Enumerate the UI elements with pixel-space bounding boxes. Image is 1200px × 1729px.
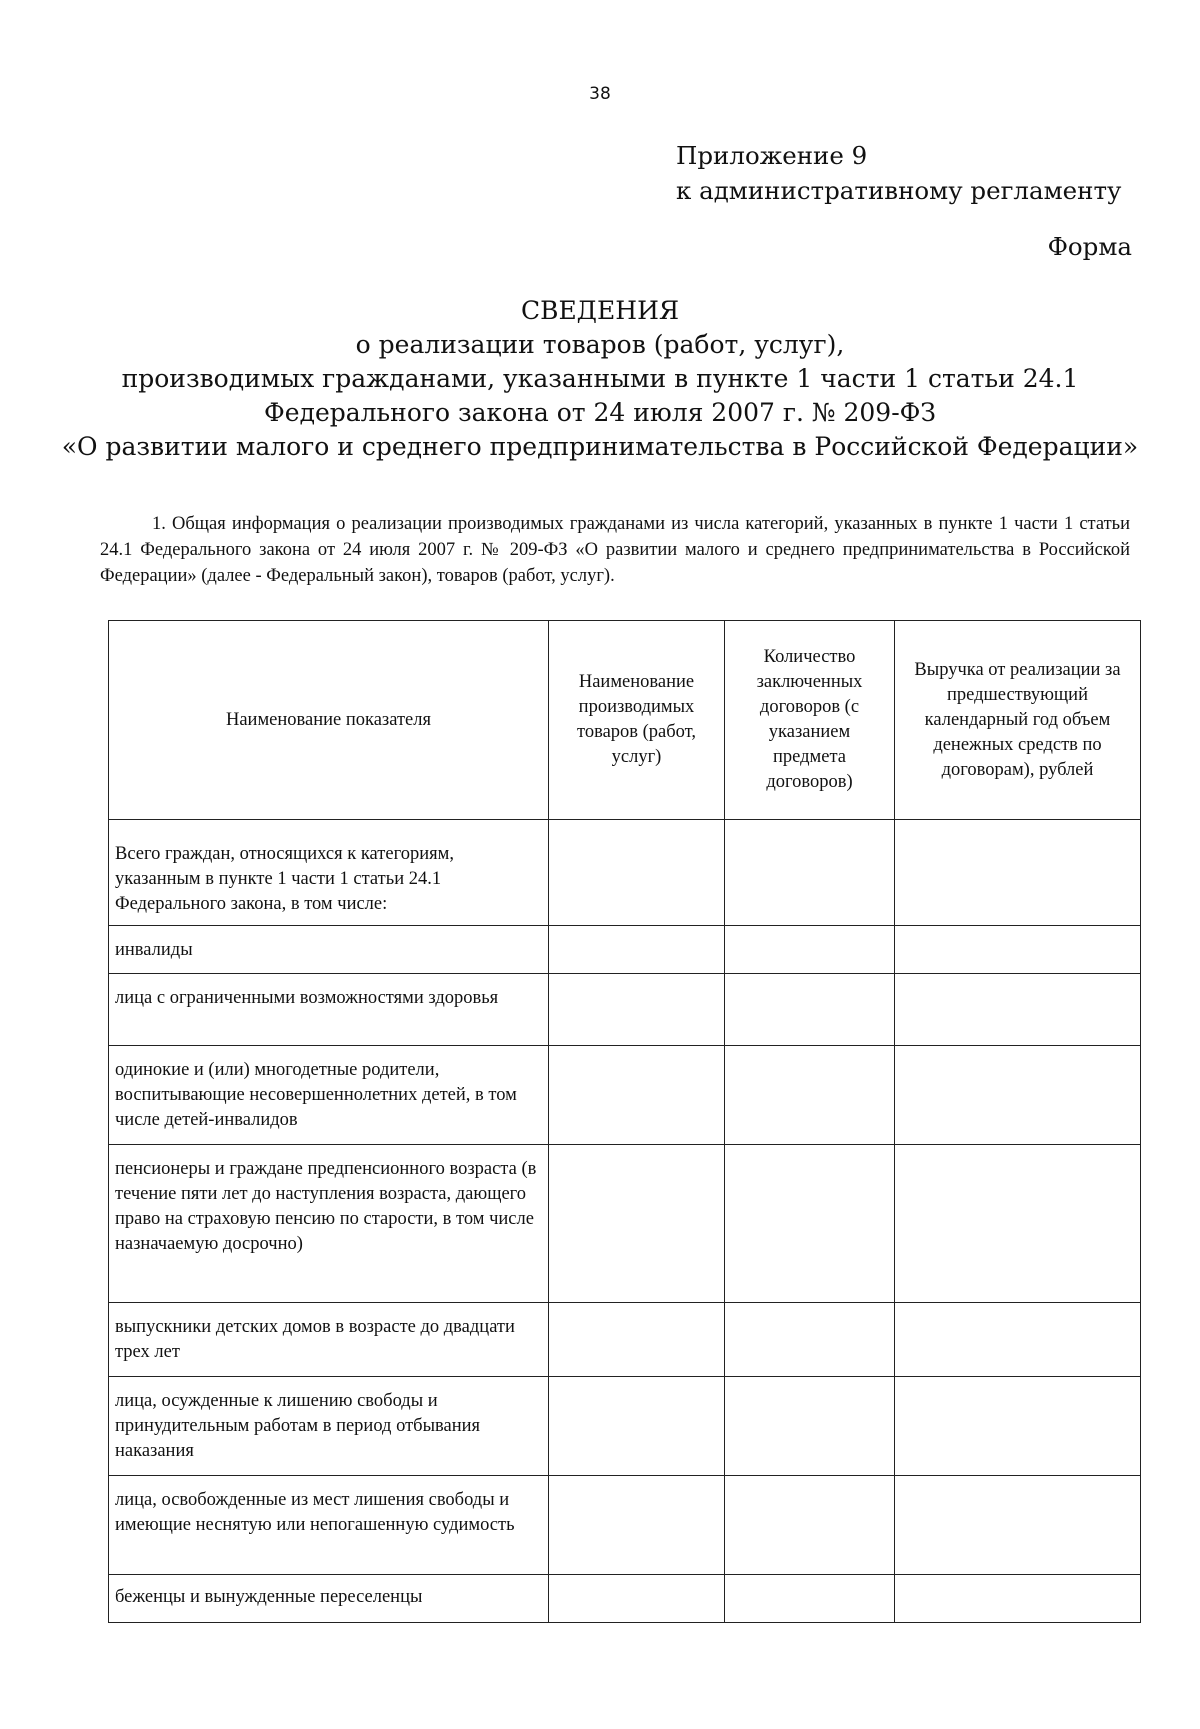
products-cell[interactable]: [549, 974, 725, 1046]
row-label: Всего граждан, относящихся к категориям, указанным в пункте 1 части 1 статьи 24.1 Федерального закона, в том числе:: [109, 820, 549, 926]
revenue-cell[interactable]: [895, 1476, 1141, 1575]
table-row: [109, 1377, 1141, 1476]
products-cell[interactable]: [549, 1303, 725, 1377]
revenue-cell[interactable]: [895, 1303, 1141, 1377]
contracts-cell[interactable]: [725, 1476, 895, 1575]
row-label: пенсионеры и граждане предпенсионного возраста (в течение пяти лет до наступления возраста, дающего право на страховую пенсию по старости, в том числе назначаемую досрочно): [109, 1145, 549, 1303]
revenue-cell[interactable]: [895, 1145, 1141, 1303]
contracts-cell[interactable]: [725, 1575, 895, 1623]
products-cell[interactable]: [549, 1377, 725, 1476]
row-label: инвалиды: [109, 926, 549, 974]
contracts-cell[interactable]: [725, 1046, 895, 1145]
table-row: [109, 820, 1141, 926]
table-row: [109, 926, 1141, 974]
table-row: [109, 1476, 1141, 1575]
table-header-row: [109, 621, 1141, 820]
table-row: [109, 974, 1141, 1046]
products-cell[interactable]: [549, 926, 725, 974]
contracts-cell[interactable]: [725, 1303, 895, 1377]
title-line-4: «О развитии малого и среднего предпринимательства в Российской Федерации»: [61, 432, 1139, 461]
appendix-line-2: к административному регламенту: [676, 176, 1122, 205]
contracts-cell[interactable]: [725, 1145, 895, 1303]
row-label: лица, осужденные к лишению свободы и принудительным работам в период отбывания наказания: [109, 1377, 549, 1476]
page-number: 38: [589, 84, 611, 104]
row-label: лица, освобожденные из мест лишения свободы и имеющие неснятую или непогашенную судимость: [109, 1476, 549, 1575]
row-label: беженцы и вынужденные переселенцы: [109, 1575, 549, 1623]
revenue-cell[interactable]: [895, 1575, 1141, 1623]
contracts-cell[interactable]: [725, 1377, 895, 1476]
contracts-cell[interactable]: [725, 974, 895, 1046]
title-line-2: производимых гражданами, указанными в пункте 1 части 1 статьи 24.1: [121, 364, 1079, 393]
appendix-line-1: Приложение 9: [676, 141, 868, 170]
row-label: выпускники детских домов в возрасте до двадцати трех лет: [109, 1303, 549, 1377]
header-indicator-name: Наименование показателя: [109, 621, 549, 820]
title-heading: СВЕДЕНИЯ: [520, 296, 680, 325]
header-revenue: Выручка от реализации за предшествующий календарный год объем денежных средств по договорам), рублей: [895, 621, 1141, 820]
intro-paragraph: 1. Общая информация о реализации производимых гражданами из числа категорий, указанных в пункте 1 части 1 статьи 24.1 Федерального закона от 24 июля 2007 г. № 209-ФЗ «О развитии малого и среднего предпринимательства в Российской Федерации» (далее - Федеральный закон), товаров (работ, услуг).: [100, 514, 1130, 586]
title-line-3: Федерального закона от 24 июля 2007 г. № 209-ФЗ: [264, 398, 936, 427]
document-title: [0, 294, 1200, 464]
row-label: лица с ограниченными возможностями здоровья: [109, 974, 549, 1046]
products-cell[interactable]: [549, 1145, 725, 1303]
revenue-cell[interactable]: [895, 974, 1141, 1046]
table-row: [109, 1145, 1141, 1303]
table-row: [109, 1575, 1141, 1623]
table-row: [109, 1303, 1141, 1377]
header-products-name: Наименование производимых товаров (работ, услуг): [549, 621, 725, 820]
form-label: Форма: [1047, 232, 1132, 261]
products-cell[interactable]: [549, 1046, 725, 1145]
table-row: [109, 1046, 1141, 1145]
contracts-cell[interactable]: [725, 820, 895, 926]
row-label: одинокие и (или) многодетные родители, воспитывающие несовершеннолетних детей, в том числе детей-инвалидов: [109, 1046, 549, 1145]
header-contracts-count: Количество заключенных договоров (с указанием предмета договоров): [725, 621, 895, 820]
products-cell[interactable]: [549, 1476, 725, 1575]
products-cell[interactable]: [549, 1575, 725, 1623]
products-cell[interactable]: [549, 820, 725, 926]
title-line-1: о реализации товаров (работ, услуг),: [355, 330, 845, 359]
form-table: [108, 620, 1141, 1623]
revenue-cell[interactable]: [895, 1377, 1141, 1476]
revenue-cell[interactable]: [895, 1046, 1141, 1145]
revenue-cell[interactable]: [895, 820, 1141, 926]
revenue-cell[interactable]: [895, 926, 1141, 974]
appendix-reference: [676, 138, 1121, 208]
contracts-cell[interactable]: [725, 926, 895, 974]
